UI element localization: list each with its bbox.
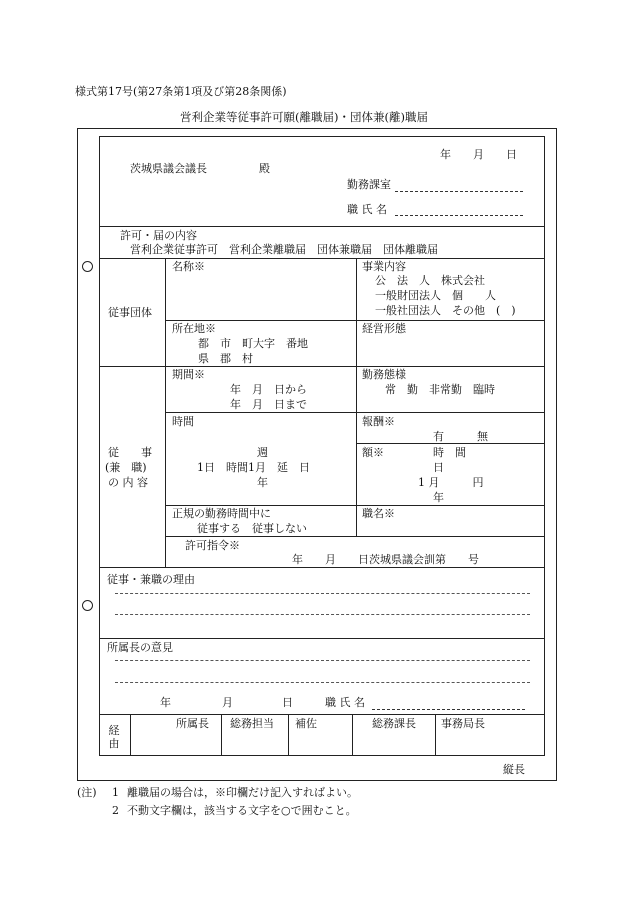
divider <box>356 366 357 536</box>
amount-label: 額※ <box>362 446 384 459</box>
regular-hours-label: 正規の勤務時間中に <box>172 507 271 520</box>
opinion-line-2[interactable] <box>115 682 530 683</box>
reward-options[interactable]: 有 無 <box>433 430 488 443</box>
opinion-date-day: 日 <box>282 696 293 709</box>
location-line-1[interactable]: 都 市 町大字 番地 <box>198 337 308 350</box>
amount-year[interactable]: 年 <box>433 491 444 504</box>
time-week[interactable]: 週 <box>257 446 268 459</box>
form-number: 様式第17号(第27条第1項及び第28条関係) <box>75 85 287 98</box>
divider <box>165 505 545 506</box>
business-options-2[interactable]: 一般財団法人 個 人 <box>375 289 496 302</box>
form-title: 営利企業等従事許可願(離職届)・団体兼(離)職届 <box>180 110 428 124</box>
position-name-field[interactable] <box>395 215 523 216</box>
amount-month[interactable]: 1 月 円 <box>418 476 484 489</box>
work-style-label: 勤務態様 <box>362 368 406 381</box>
binding-hole-top <box>82 261 93 272</box>
divider <box>356 258 357 366</box>
binding-hole-bottom <box>82 600 93 611</box>
business-options-1[interactable]: 公 法 人 株式会社 <box>375 274 485 287</box>
amount-day[interactable]: 日 <box>433 461 444 474</box>
route-label: 経由 <box>108 724 120 750</box>
divider <box>288 714 289 756</box>
period-label: 期間※ <box>172 368 205 381</box>
note-1-number: 1 <box>112 786 119 799</box>
duty-section-label-1: 従 事 <box>108 446 152 459</box>
regular-hours-options[interactable]: 従事する 従事しない <box>197 522 307 535</box>
time-label: 時間 <box>172 415 194 428</box>
business-options-3[interactable]: 一般社団法人 その他 ( ) <box>375 304 516 317</box>
time-year[interactable]: 年 <box>257 476 268 489</box>
divider <box>99 638 545 639</box>
workplace-field[interactable] <box>395 191 523 192</box>
workplace-label: 勤務課室 <box>347 178 391 191</box>
route-col-head: 所属長 <box>176 717 209 730</box>
opinion-date-year: 年 <box>160 696 171 709</box>
period-to[interactable]: 年 月 日まで <box>230 398 307 411</box>
reward-label: 報酬※ <box>362 415 395 428</box>
opinion-name-label: 職 氏 名 <box>325 696 365 709</box>
reason-label: 従事・兼職の理由 <box>107 573 195 586</box>
divider <box>130 714 131 756</box>
reason-line-2[interactable] <box>115 614 530 615</box>
divider <box>165 412 545 413</box>
note-2-number: 2 <box>112 804 119 817</box>
permission-options[interactable]: 営利企業従事許可 営利企業離職届 団体兼職届 団体離職届 <box>130 243 438 256</box>
divider <box>99 714 545 715</box>
reason-line-1[interactable] <box>115 593 530 594</box>
divider <box>99 226 545 227</box>
opinion-label: 所属長の意見 <box>107 641 173 654</box>
duty-section-label-2: (兼 職) <box>105 461 147 474</box>
duty-section-label-3: の 内 容 <box>108 476 148 489</box>
addressee: 茨城県議会議長 <box>130 162 207 175</box>
route-col-assistant: 補佐 <box>295 717 317 730</box>
location-label: 所在地※ <box>172 322 216 335</box>
work-style-options[interactable]: 常 勤 非常勤 臨時 <box>385 383 495 396</box>
divider <box>165 536 545 537</box>
route-col-manager: 総務課長 <box>372 717 416 730</box>
time-day-month[interactable]: 1日 時間1月 延 日 <box>197 461 310 474</box>
note-2: 不動文字欄は，該当する文字を○で囲むこと。 <box>127 804 357 817</box>
note-1: 離職届の場合は，※印欄だけ記入すればよい。 <box>127 786 358 799</box>
position-name-label: 職 氏 名 <box>347 203 387 216</box>
divider <box>356 443 545 444</box>
divider <box>352 714 353 756</box>
job-title-label: 職名※ <box>362 507 395 520</box>
divider <box>435 714 436 756</box>
instruction-text: 年 月 日茨城県議会訓第 号 <box>292 553 479 566</box>
portrait-mark: 縦長 <box>503 763 525 776</box>
divider <box>99 567 545 568</box>
honorific: 殿 <box>259 162 270 175</box>
divider <box>165 320 545 321</box>
divider <box>99 366 545 367</box>
opinion-date-month: 月 <box>222 696 233 709</box>
opinion-line-1[interactable] <box>115 660 530 661</box>
date-field[interactable]: 年 月 日 <box>440 148 517 161</box>
business-label: 事業内容 <box>362 260 406 273</box>
org-name-label: 名称※ <box>172 260 205 273</box>
notes-prefix: (注) <box>77 786 97 799</box>
permission-label: 許可・届の内容 <box>120 229 197 242</box>
amount-hour[interactable]: 時 間 <box>433 446 466 459</box>
management-label: 経営形態 <box>362 322 406 335</box>
route-col-director: 事務局長 <box>441 717 485 730</box>
route-col-general: 総務担当 <box>230 717 274 730</box>
organization-section-label: 従事団体 <box>108 306 152 319</box>
divider <box>221 714 222 756</box>
instruction-label: 許可指令※ <box>185 539 240 552</box>
opinion-name-field[interactable] <box>372 709 525 710</box>
location-line-2[interactable]: 県 郡 村 <box>198 352 253 365</box>
period-from[interactable]: 年 月 日から <box>230 383 307 396</box>
